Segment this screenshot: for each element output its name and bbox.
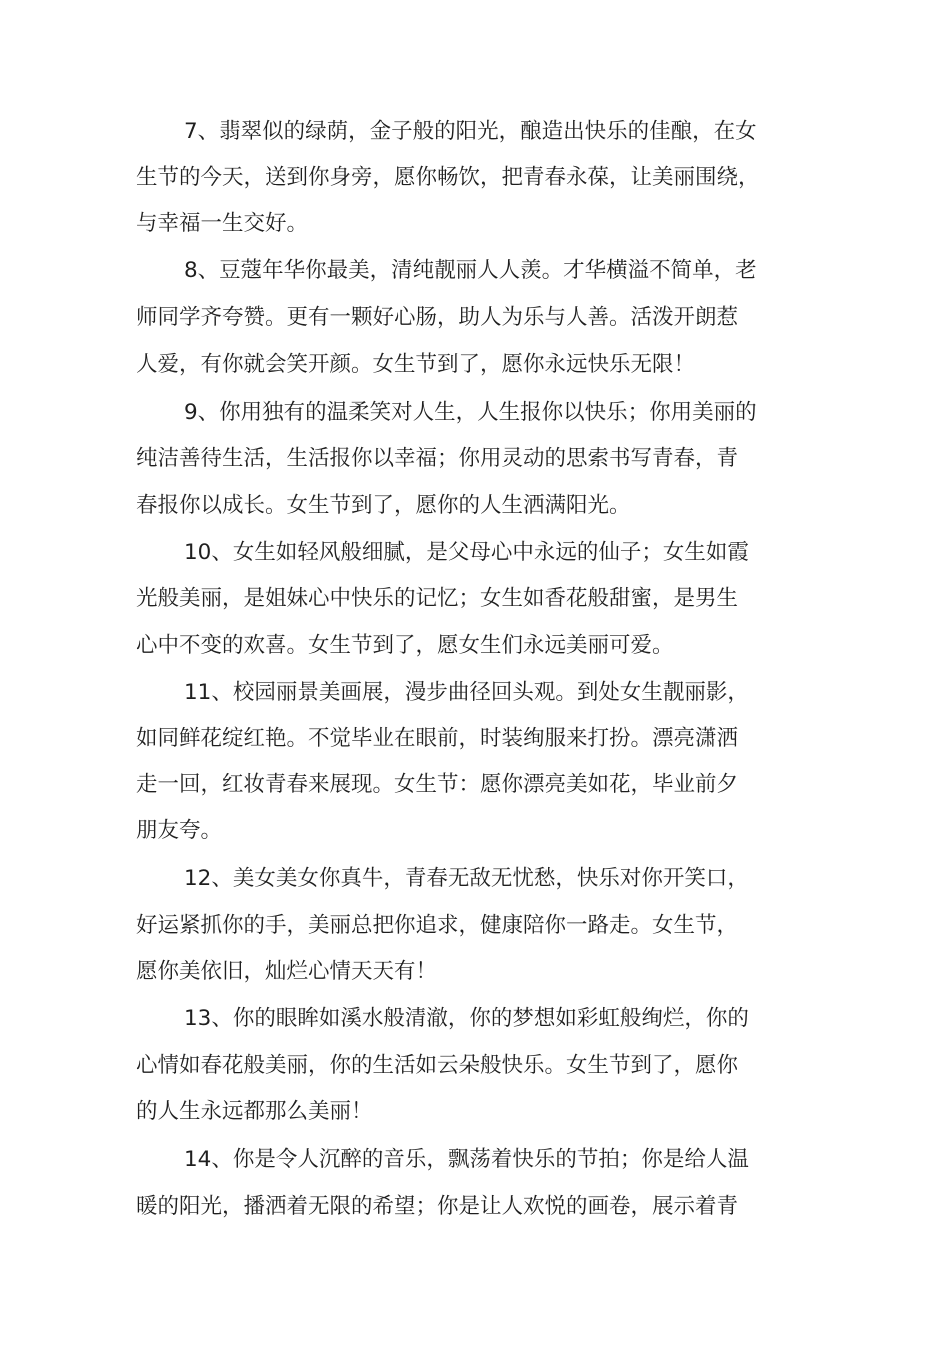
text-line: 的人生永远都那么美丽！: [136, 1099, 373, 1124]
text-line: 9、你用独有的温柔笑对人生，人生报你以快乐；你用美丽的: [184, 400, 757, 425]
text-line: 心中不变的欢喜。女生节到了，愿女生们永远美丽可爱。: [136, 633, 674, 658]
text-line: 14、你是令人沉醉的音乐，飘荡着快乐的节拍；你是给人温: [184, 1147, 749, 1172]
text-line: 生节的今天，送到你身旁，愿你畅饮，把青春永葆，让美丽围绕，: [136, 165, 760, 190]
text-line: 人爱，有你就会笑开颜。女生节到了，愿你永远快乐无限！: [136, 352, 696, 377]
text-line: 11、校园丽景美画展，漫步曲径回头观。到处女生靓丽影，: [184, 680, 749, 705]
text-line: 朋友夸。: [136, 818, 223, 843]
text-line: 走一回，红妆青春来展现。女生节：愿你漂亮美如花，毕业前夕: [136, 772, 739, 797]
text-line: 10、女生如轻风般细腻，是父母心中永远的仙子；女生如霞: [184, 540, 749, 565]
text-line: 愿你美依旧，灿烂心情天天有！: [136, 959, 438, 984]
text-line: 与幸福一生交好。: [136, 211, 309, 236]
text-line: 13、你的眼眸如溪水般清澈，你的梦想如彩虹般绚烂，你的: [184, 1006, 749, 1031]
text-line: 12、美女美女你真牛，青春无敌无忧愁，快乐对你开笑口，: [184, 866, 749, 891]
text-line: 好运紧抓你的手，美丽总把你追求，健康陪你一路走。女生节，: [136, 913, 739, 938]
text-line: 纯洁善待生活，生活报你以幸福；你用灵动的思索书写青春，青: [136, 446, 739, 471]
text-line: 暖的阳光，播洒着无限的希望；你是让人欢悦的画卷，展示着青: [136, 1194, 739, 1219]
text-line: 8、豆蔻年华你最美，清纯靓丽人人羡。才华横溢不简单，老: [184, 258, 757, 283]
text-line: 光般美丽，是姐妹心中快乐的记忆；女生如香花般甜蜜，是男生: [136, 586, 739, 611]
text-line: 7、翡翠似的绿荫，金子般的阳光，酿造出快乐的佳酿，在女: [184, 119, 757, 144]
text-line: 师同学齐夸赞。更有一颗好心肠，助人为乐与人善。活泼开朗惹: [136, 305, 739, 330]
text-line: 如同鲜花绽红艳。不觉毕业在眼前，时装绚服来打扮。漂亮潇洒: [136, 726, 739, 751]
text-line: 心情如春花般美丽，你的生活如云朵般快乐。女生节到了，愿你: [136, 1053, 739, 1078]
text-line: 春报你以成长。女生节到了，愿你的人生洒满阳光。: [136, 493, 631, 518]
